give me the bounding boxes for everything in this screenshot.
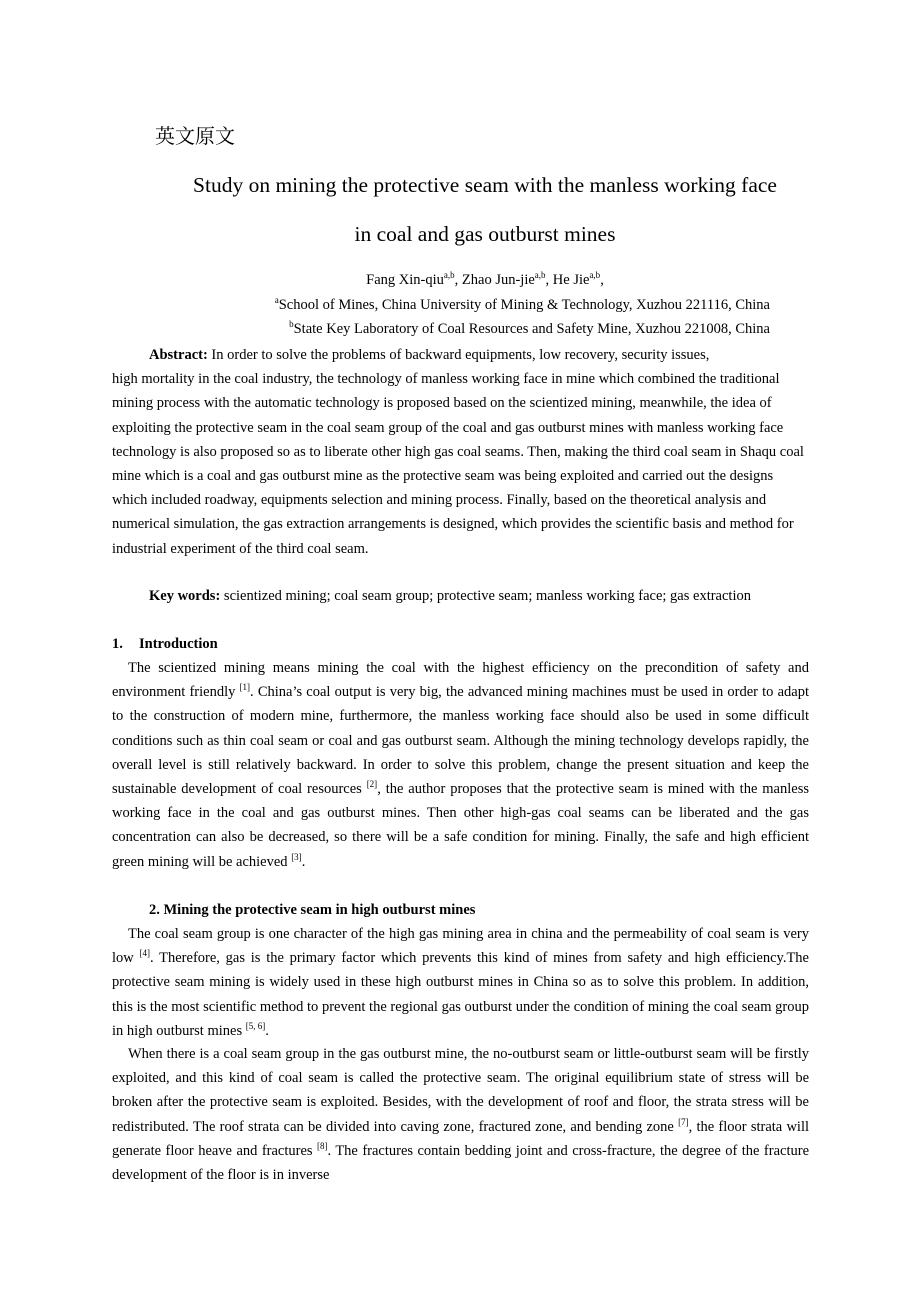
- abstract: [112, 343, 809, 561]
- section-label: 英文原文: [155, 124, 235, 148]
- paragraph-text: .: [301, 853, 306, 870]
- citation-ref: [4]: [139, 948, 151, 959]
- abstract-text: high mortality in the coal industry, the technology of manless working face in mine which combined the traditional mining process with the automatic technology is proposed based on the scientized mining, meanwhile, the idea of exploiting the protective seam in the coal seam group of the coal and gas outburst mines with manless working face technology is also proposed so as to liberate other high gas coal seams. Then, making the third coal seam in Shaqu coal mine which is a coal and gas outburst mine as the protective seam was being exploited and carried out the designs which included roadway, equipments selection and mining process. Finally, based on the theoretical analysis and numerical simulation, the gas extraction arrangements is designed, which provides the scientific basis and method for industrial experiment of the third coal seam.: [112, 371, 804, 557]
- abstract-text-first: In order to solve the problems of backward equipments, low recovery, security issues,: [207, 347, 710, 363]
- section-heading-text: Introduction: [139, 636, 218, 652]
- affiliation-mark: a: [274, 295, 279, 305]
- section-2-paragraph-1: [112, 922, 809, 1043]
- paragraph-text: , the author proposes that the protective seam is mined with the manless working face in the coal and gas outburst mines. Then other high-gas coal seams can be liberated and the gas concentration can also be decreased, so there will be a safe condition for mining. Finally, the safe and high efficient green mining will be achieved: [112, 781, 809, 870]
- intro-paragraph: [112, 656, 809, 874]
- author-separator: ,: [545, 272, 553, 288]
- section-2-paragraph-2: [112, 1042, 809, 1187]
- citation-ref: [7]: [678, 1116, 689, 1127]
- keywords-text: scientized mining; coal seam group; protective seam; manless working face; gas extraction: [220, 588, 751, 604]
- author-name: Zhao Jun-jie: [461, 272, 535, 288]
- section-heading-introduction: [112, 632, 809, 656]
- author-affil-mark: a,b: [534, 270, 546, 280]
- citation-ref: [5, 6]: [245, 1020, 266, 1031]
- paragraph-text: The scientized mining means mining the coal with the highest efficiency on the precondition of safety and environment friendly: [112, 660, 809, 701]
- affiliation-text: School of Mines, China University of Mining & Technology, Xuzhou 221116, China: [278, 297, 770, 313]
- paper-title-line-1: Study on mining the protective seam with the manless working face: [193, 173, 777, 197]
- paragraph-text: .: [265, 1022, 269, 1039]
- author-affil-mark: a,b: [443, 270, 455, 280]
- keywords-label: Key words:: [149, 588, 221, 604]
- author-name: Fang Xin-qiu: [366, 272, 444, 288]
- paragraph-text: . China’s coal output is very big, the advanced mining machines must be used in order to adapt to the construction of modern mine, furthermore, the manless working face should also be used in some difficult conditions such as thin coal seam or coal and gas outburst seam. Although the mining technology develops rapidly, the overall level is still relatively backward. In order to solve this problem, change the present situation and keep the sustainable development of coal resources: [112, 684, 809, 798]
- author-separator: ,: [454, 272, 462, 288]
- section-heading-2: 2. Mining the protective seam in high outburst mines: [149, 902, 476, 918]
- affiliation-b: [289, 319, 770, 339]
- author-name: He Jie: [552, 272, 590, 288]
- citation-ref: [2]: [366, 779, 378, 790]
- citation-ref: [3]: [291, 851, 302, 862]
- abstract-first-line: [112, 343, 809, 367]
- paragraph-text: When there is a coal seam group in the gas outburst mine, the no-outburst seam or little-outburst seam will be firstly exploited, and this kind of coal seam is called the protective seam. The original equilibrium state of stress will be broken after the protective seam is exploited. Besides, with the development of roof and floor, the strata stress will be redistributed. The roof strata can be divided into caving zone, fractured zone, and bending zone: [112, 1046, 809, 1135]
- affiliation-a: [275, 295, 770, 315]
- author-separator: ,: [600, 272, 604, 288]
- affiliation-text: State Key Laboratory of Coal Resources and Safety Mine, Xuzhou 221008, China: [293, 321, 770, 337]
- keywords: [112, 584, 809, 608]
- section-number: 1.: [112, 636, 123, 652]
- paragraph-text: , the floor strata will generate floor heave and fractures: [112, 1118, 810, 1159]
- paragraph-text: . Therefore, gas is the primary factor which prevents this kind of mines from safety and high efficiency.The protective seam mining is widely used in these high outburst mines in China so as to solve this problem. In addition, this is the most scientific method to prevent the regional gas outburst under the condition of mining the coal seam group in high outburst mines: [112, 950, 809, 1039]
- author-list: [112, 270, 858, 290]
- citation-ref: [1]: [239, 682, 251, 693]
- abstract-label: Abstract:: [149, 347, 208, 363]
- paragraph-text: The coal seam group is one character of the high gas mining area in china and the permeability of coal seam is very low: [112, 926, 809, 967]
- paper-title-line-2: in coal and gas outburst mines: [354, 222, 616, 246]
- author-affil-mark: a,b: [589, 270, 601, 280]
- affiliation-mark: b: [289, 319, 294, 329]
- citation-ref: [8]: [317, 1140, 328, 1151]
- paragraph-text: . The fractures contain bedding joint and cross-fracture, the degree of the fracture development of the floor is in inverse: [112, 1142, 810, 1184]
